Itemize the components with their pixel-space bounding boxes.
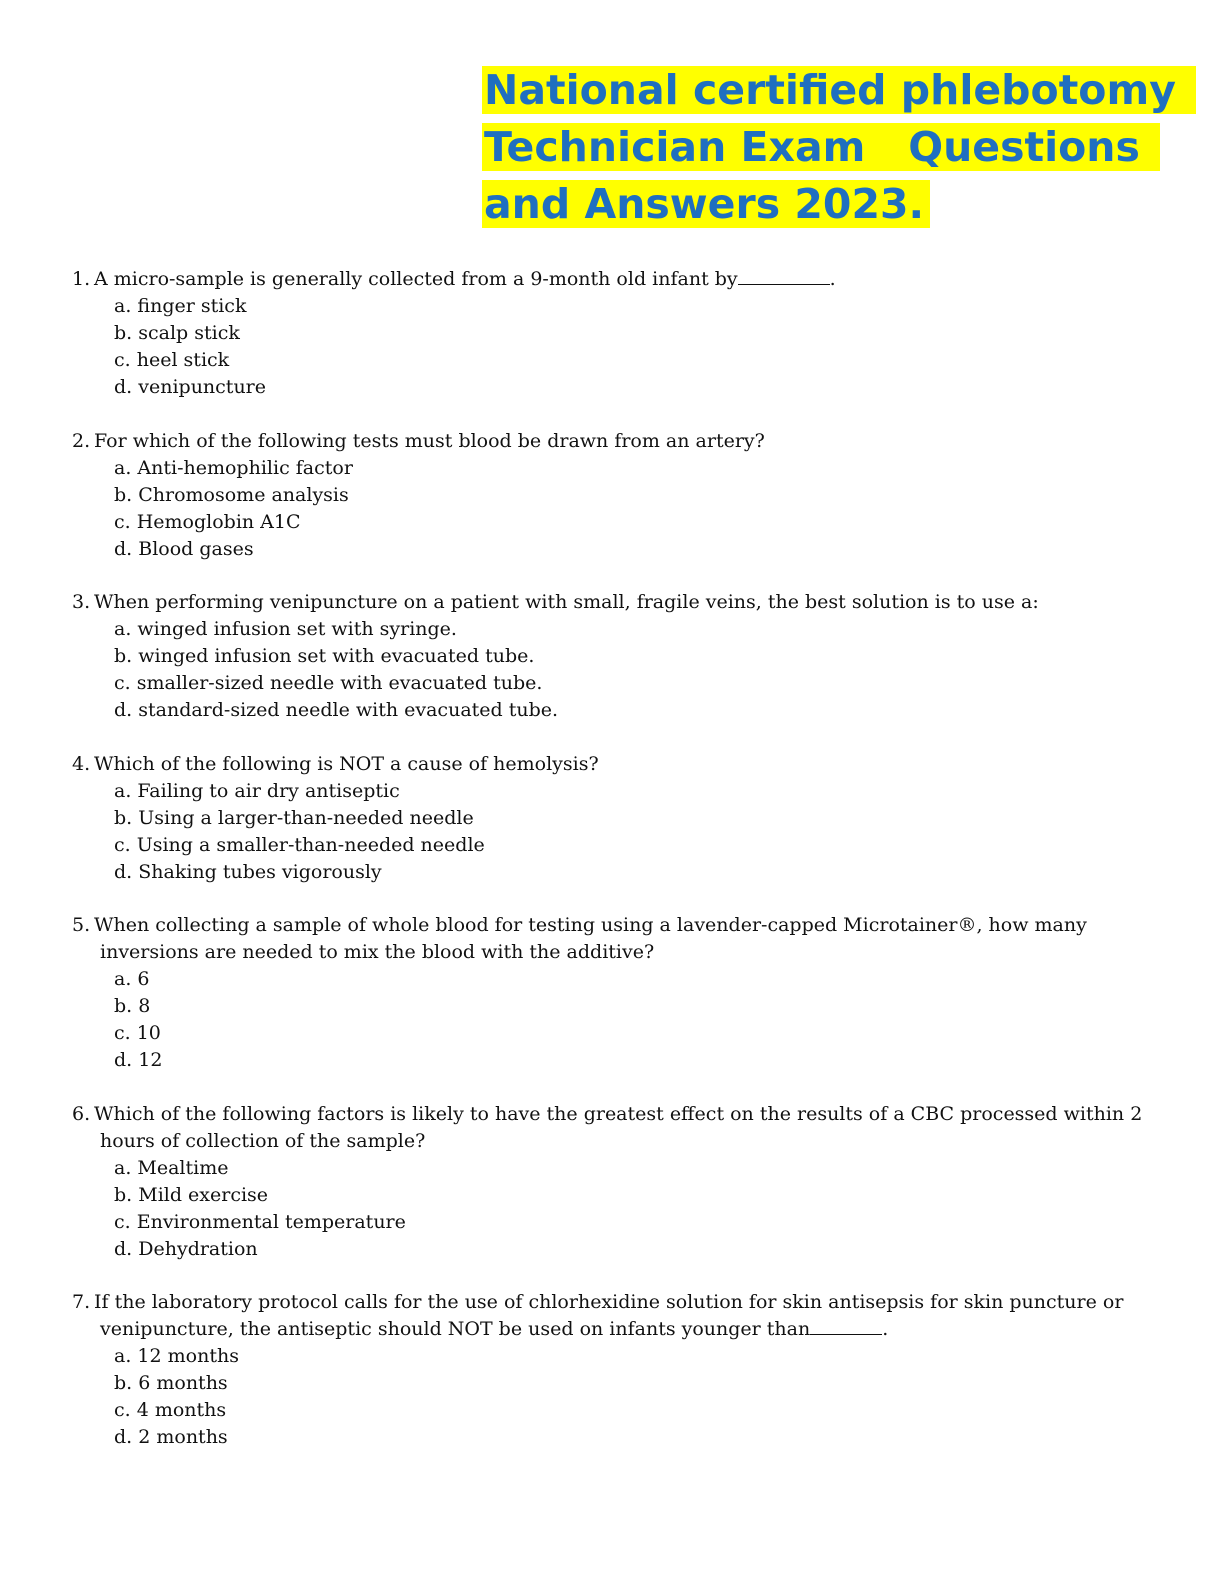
question-punctuation: .	[829, 268, 836, 290]
answer-option: d. Blood gases	[114, 537, 254, 560]
answer-option: a. Anti-hemophilic factor	[114, 456, 353, 479]
answer-option: c. Environmental temperature	[114, 1210, 406, 1233]
answer-option: a. Failing to air dry antiseptic	[114, 779, 400, 802]
question-text	[72, 428, 1152, 455]
answer-option: b. Mild exercise	[114, 1183, 269, 1206]
answer-option: b. 8	[114, 995, 151, 1017]
question-number: 2.	[72, 429, 91, 452]
answer-option: b. 6 months	[114, 1372, 228, 1394]
question-text	[72, 912, 1152, 966]
question-body: When performing venipuncture on a patient with small, fragile veins, the best solution is to use a:	[94, 591, 1039, 613]
question-number: 6.	[72, 1102, 91, 1125]
document-title	[482, 62, 1191, 233]
answer-option: b. winged infusion set with evacuated tube.	[114, 645, 535, 667]
answer-options	[72, 455, 1152, 563]
answer-option: d. 12	[114, 1049, 163, 1071]
title-line-2: Technician Exam Questions	[482, 123, 1160, 171]
answer-blank	[810, 1316, 882, 1335]
question-punctuation: .	[882, 1318, 889, 1340]
question-number: 5.	[72, 914, 91, 936]
answer-option: a. Mealtime	[114, 1156, 229, 1179]
question-text	[72, 589, 1152, 616]
question-text	[72, 1101, 1152, 1155]
answer-option: b. Chromosome analysis	[114, 483, 349, 506]
answer-blank	[738, 266, 830, 285]
answer-options	[72, 1343, 1152, 1451]
answer-option: a. 12 months	[114, 1345, 239, 1367]
answer-option: b. scalp stick	[114, 322, 240, 344]
answer-option: c. Hemoglobin A1C	[114, 510, 301, 533]
question-5	[72, 912, 1152, 1074]
answer-option: d. venipuncture	[114, 376, 267, 398]
answer-option: b. Using a larger-than-needed needle	[114, 806, 474, 829]
answer-option: d. standard-sized needle with evacuated tube.	[114, 699, 559, 721]
question-7	[72, 1289, 1152, 1451]
question-text	[72, 751, 1152, 778]
answer-option: d. Dehydration	[114, 1237, 258, 1260]
title-line-1: National certified phlebotomy	[482, 66, 1196, 114]
question-body: A micro-sample is generally collected from a 9-month old infant by	[94, 268, 738, 290]
question-3	[72, 589, 1152, 724]
question-body: If the laboratory protocol calls for the use of chlorhexidine solution for skin antisepsis for skin puncture or venipuncture, the antiseptic should NOT be used on infants younger than	[94, 1291, 1124, 1340]
question-body: When collecting a sample of whole blood for testing using a lavender-capped Microtainer®, how many inversions are needed to mix the blood with the additive?	[94, 914, 1087, 963]
title-line-3: and Answers 2023.	[482, 180, 930, 228]
answer-option: a. 6	[114, 968, 150, 990]
question-text	[72, 266, 1152, 293]
answer-option: c. 4 months	[114, 1399, 227, 1421]
question-body: Which of the following factors is likely to have the greatest effect on the results of a CBC processed within 2 hours of collection of the sample?	[94, 1102, 1143, 1152]
question-number: 7.	[72, 1291, 91, 1313]
answer-option: c. Using a smaller-than-needed needle	[114, 833, 485, 856]
question-body: Which of the following is NOT a cause of hemolysis?	[94, 752, 599, 775]
question-2	[72, 428, 1152, 563]
answer-options	[72, 293, 1152, 401]
answer-option: c. 10	[114, 1022, 161, 1044]
answer-option: d. Shaking tubes vigorously	[114, 860, 382, 883]
answer-options	[72, 966, 1152, 1074]
answer-option: d. 2 months	[114, 1426, 228, 1448]
question-number: 1.	[72, 268, 91, 290]
answer-option: a. finger stick	[114, 295, 247, 317]
question-body: For which of the following tests must blood be drawn from an artery?	[94, 429, 765, 452]
answer-option: c. heel stick	[114, 349, 230, 371]
question-number: 4.	[72, 752, 91, 775]
answer-option: a. winged infusion set with syringe.	[114, 618, 457, 640]
question-1	[72, 266, 1152, 401]
answer-options	[72, 778, 1152, 886]
answer-options	[72, 616, 1152, 724]
answer-options	[72, 1155, 1152, 1263]
question-list	[72, 266, 1152, 1478]
question-6	[72, 1101, 1152, 1263]
answer-option: c. smaller-sized needle with evacuated tube.	[114, 672, 543, 694]
question-text	[72, 1289, 1152, 1343]
question-4	[72, 751, 1152, 886]
question-number: 3.	[72, 591, 91, 613]
